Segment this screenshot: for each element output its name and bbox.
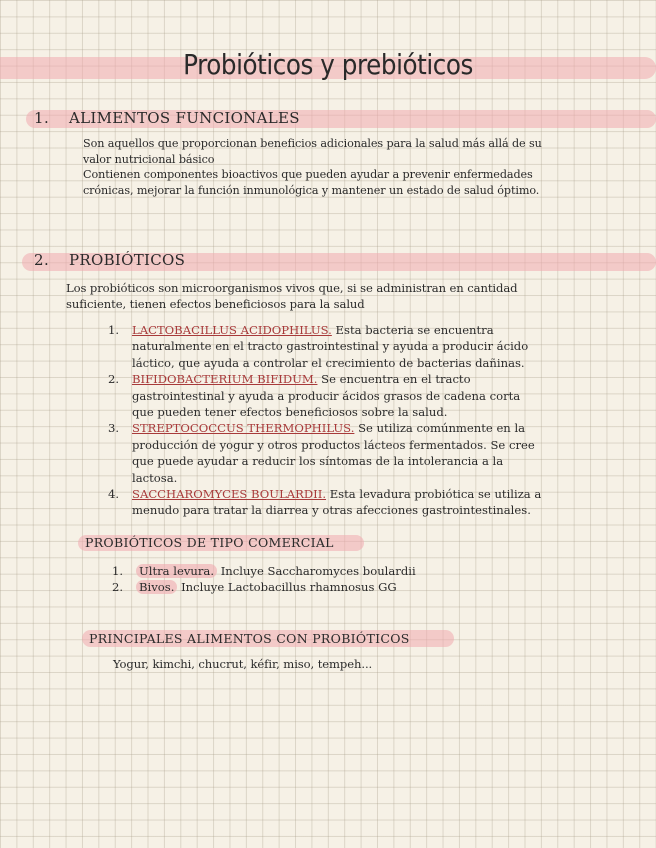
item-text: Incluye Lactobacillus rhamnosus GG: [181, 580, 397, 595]
item-number: 1.: [112, 564, 124, 578]
foods-text: Yogur, kimchi, chucrut, kéfir, miso, tempeh...: [113, 657, 373, 671]
item-number: 2.: [108, 372, 120, 387]
item-text: gastrointestinal y ayuda a producir ácidos grasos de cadena corta: [132, 388, 521, 403]
item-name: Ultra levura.: [136, 564, 217, 578]
section1-line: Son aquellos que proporcionan beneficios adicionales para la salud más allá de su: [83, 137, 542, 150]
item-number: 1.: [108, 323, 120, 337]
item-text: láctico, que ayuda a controlar el crecimiento de bacterias dañinas.: [132, 355, 525, 370]
item-text: Esta bacteria se encuentra: [335, 323, 494, 337]
list-item: [108, 420, 608, 486]
item-text: producción de yogur y otros productos lácteos fermentados. Se cree: [132, 437, 535, 452]
section1-number: 1.: [34, 109, 50, 127]
foods-heading: PRINCIPALES ALIMENTOS CON PROBIÓTICOS: [89, 631, 410, 646]
item-text: naturalmente en el tracto gastrointestinal y ayuda a producir ácido: [132, 339, 529, 354]
item-text: que puede ayudar a reducir los síntomas de la intolerancia a la: [132, 454, 504, 469]
list-item: [108, 322, 608, 371]
section2-intro: [66, 280, 636, 312]
item-name: SACCHAROMYCES BOULARDII.: [132, 487, 327, 502]
item-name: BIFIDOBACTERIUM BIFIDUM.: [132, 372, 318, 387]
section1-line: crónicas, mejorar la función inmunológica y mantener un estado de salud óptimo.: [83, 183, 540, 197]
list-item: [108, 486, 608, 519]
probiotics-list: [108, 322, 608, 519]
list-item: [112, 579, 532, 595]
list-item: [108, 371, 608, 420]
section2-intro-line: Los probióticos son microorganismos vivos que, si se administran en cantidad: [66, 281, 518, 295]
commercial-list: [112, 563, 532, 596]
section1-paragraph: [83, 136, 643, 198]
item-name: Bivos.: [136, 580, 177, 594]
section1-heading: ALIMENTOS FUNCIONALES: [69, 109, 300, 127]
page-title: Probióticos y prebióticos: [183, 48, 473, 81]
item-text: Se encuentra en el tracto: [321, 372, 471, 387]
section2-heading: PROBIÓTICOS: [69, 251, 186, 269]
item-text: lactosa.: [132, 470, 178, 485]
item-text: Incluye Saccharomyces boulardii: [220, 564, 416, 578]
item-text: Esta levadura probiótica se utiliza a: [329, 487, 542, 502]
list-item: [112, 563, 532, 579]
item-text: menudo para tratar la diarrea y otras afecciones gastrointestinales.: [132, 503, 531, 518]
item-name: LACTOBACILLUS ACIDOPHILUS.: [132, 323, 332, 337]
section1-line: valor nutricional básico: [83, 152, 215, 166]
item-number: 3.: [108, 421, 120, 436]
item-text: que pueden tener efectos beneficiosos sobre la salud.: [132, 405, 448, 420]
section2-number: 2.: [34, 251, 50, 269]
item-text: Se utiliza comúnmente en la: [358, 421, 526, 436]
item-name: STREPTOCOCCUS THERMOPHILUS.: [132, 421, 355, 436]
section2-intro-line: suficiente, tienen efectos beneficiosos para la salud: [66, 297, 365, 311]
section1-line: Contienen componentes bioactivos que pueden ayudar a prevenir enfermedades: [83, 168, 533, 181]
item-number: 4.: [108, 487, 120, 502]
item-number: 2.: [112, 580, 124, 595]
commercial-heading: PROBIÓTICOS DE TIPO COMERCIAL: [85, 535, 334, 550]
